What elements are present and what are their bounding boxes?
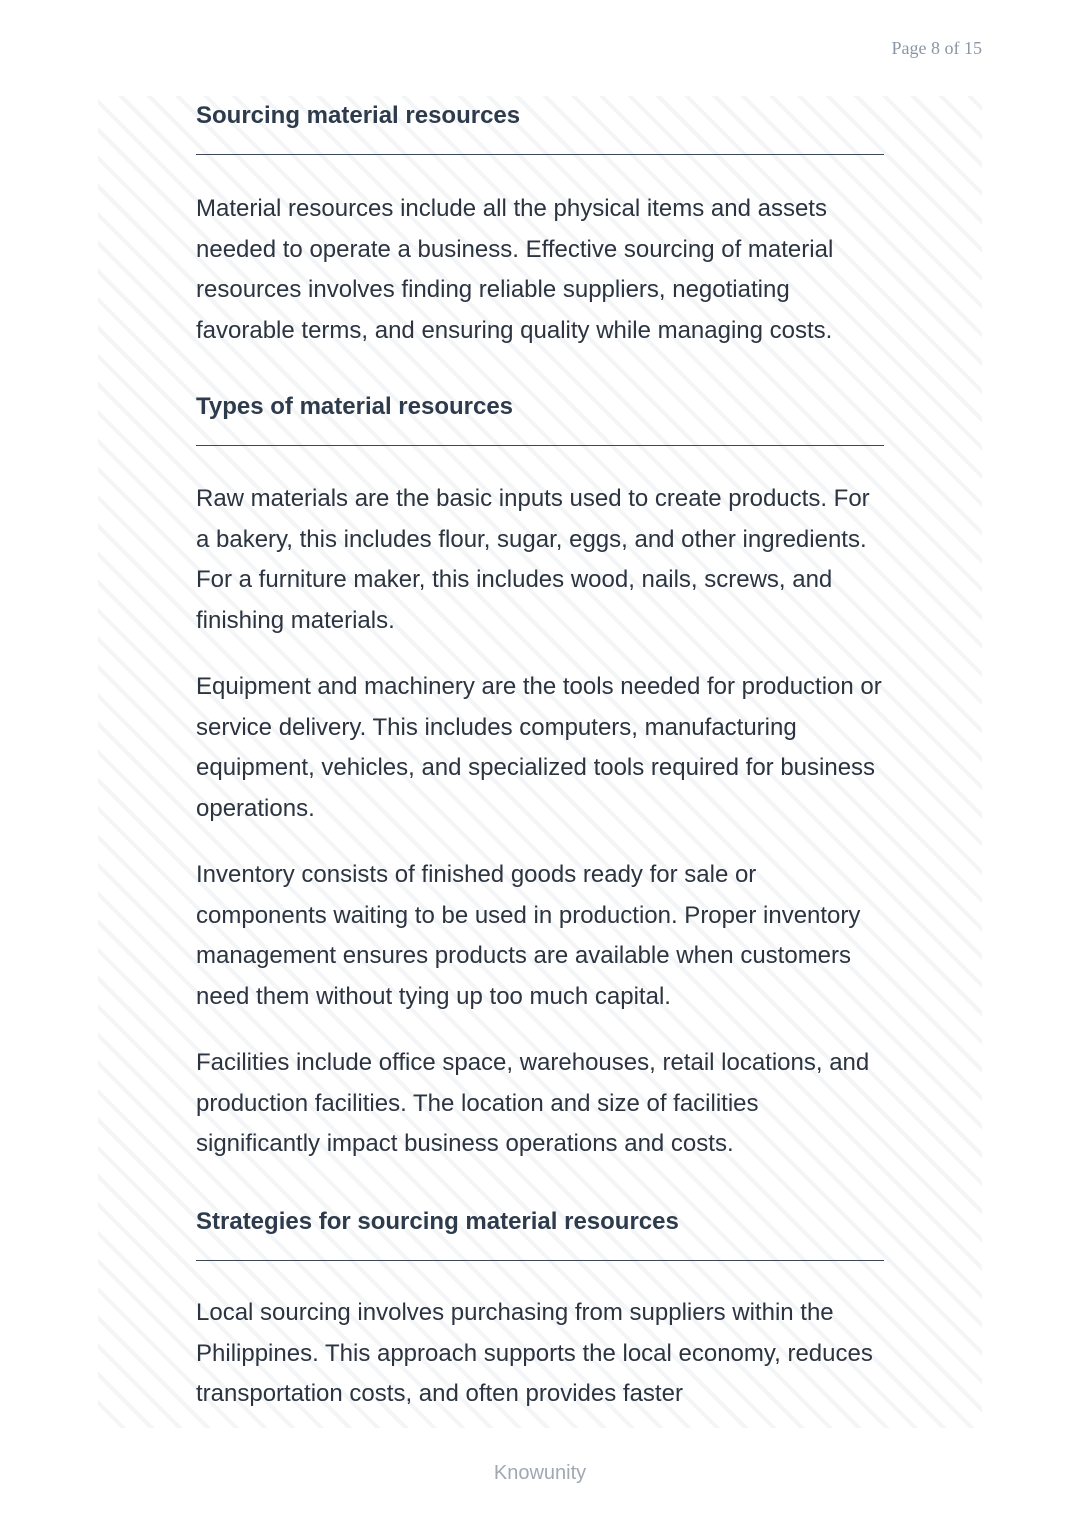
section-title-strategies: Strategies for sourcing material resources [196, 1202, 884, 1261]
section-title-sourcing: Sourcing material resources [196, 96, 884, 155]
paragraph-material-resources-intro: Material resources include all the physical items and assets needed to operate a business. Effective sourcing of material resources involves finding reliable suppliers, negotiating favorable terms, and ensuring quality while managing costs. [196, 195, 834, 344]
paragraph-facilities: Facilities include office space, warehouses, retail locations, and production facilities. The location and size of facilities significantly impact business operations and costs. [196, 1049, 870, 1158]
paragraph-equipment: Equipment and machinery are the tools needed for production or service delivery. This includes computers, manufacturing equipment, vehicles, and specialized tools required for business operations. [196, 673, 882, 822]
page-content [98, 96, 982, 1428]
footer-brand: Knowunity [493, 1462, 587, 1484]
paragraph-raw-materials: Raw materials are the basic inputs used to create products. For a bakery, this includes flour, sugar, eggs, and other ingredients. For a furniture maker, this includes wood, nails, screws, and finishing materials. [196, 485, 870, 634]
page-indicator: Page 8 of 15 [891, 38, 982, 58]
paragraph-inventory: Inventory consists of finished goods ready for sale or components waiting to be used in production. Proper inventory management ensures products are available when customers need them without tying up too much capital. [196, 861, 861, 1010]
section-title-types: Types of material resources [196, 387, 884, 446]
paragraph-local-sourcing: Local sourcing involves purchasing from suppliers within the Philippines. This approach supports the local economy, reduces transportation costs, and often provides faster [196, 1299, 873, 1408]
